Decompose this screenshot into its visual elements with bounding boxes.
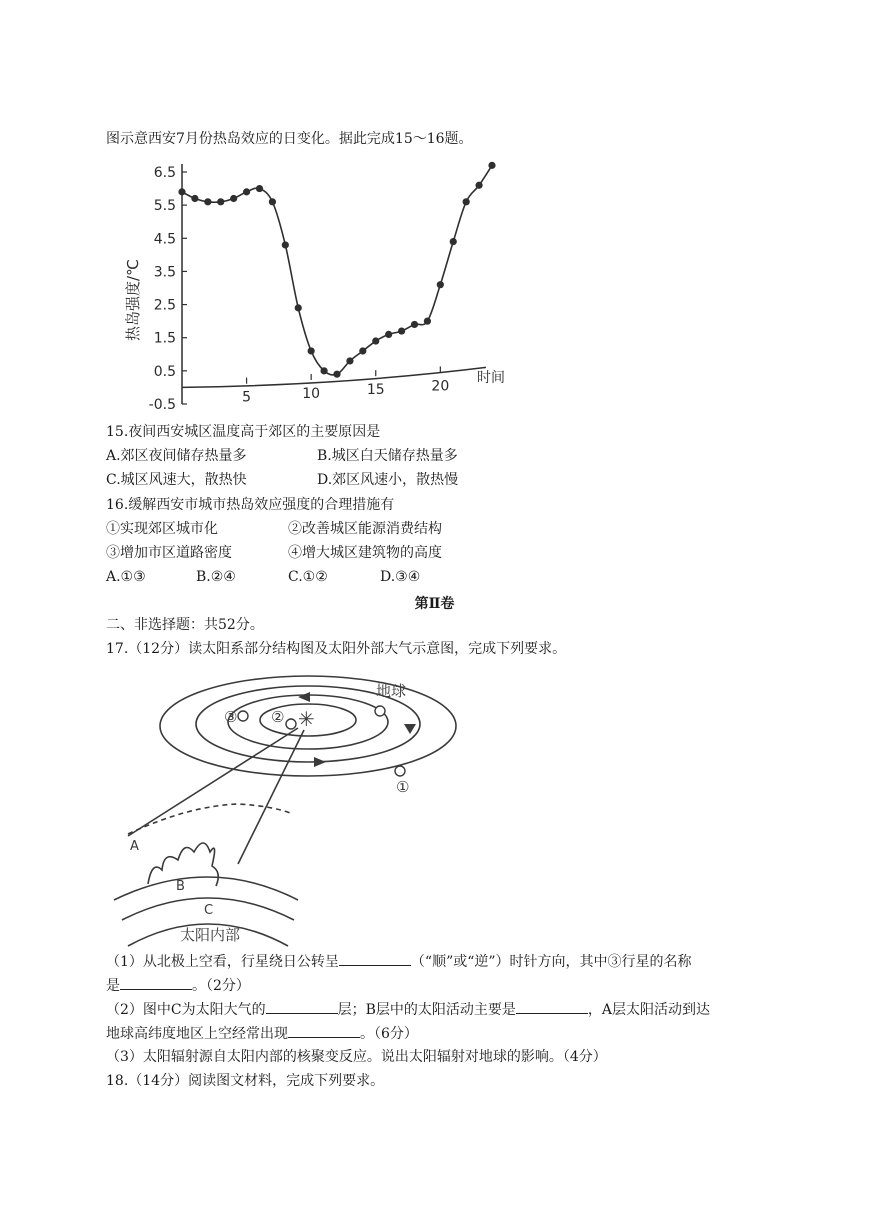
solar-system-figure — [108, 664, 468, 950]
data-point — [295, 304, 302, 311]
x-tick-label: 10 — [302, 385, 321, 402]
label-a: A — [130, 839, 139, 854]
label-sun-interior: 太阳内部 — [180, 926, 241, 944]
label-2: ② — [271, 708, 285, 726]
label-c: C — [204, 903, 214, 918]
y-tick-label: 4.5 — [153, 231, 176, 248]
q17-part1-line2: 是 。（2分） — [106, 978, 250, 994]
q15-option-d: D.郊区风速小，散热慢 — [317, 472, 459, 488]
y-axis-label: 热岛强度/℃ — [124, 259, 142, 341]
atmosphere-dashed-edge — [128, 804, 293, 834]
data-point — [463, 198, 470, 205]
earth-planet — [375, 706, 385, 716]
data-point — [178, 188, 185, 195]
data-point — [333, 371, 340, 378]
y-tick-label: 2.5 — [153, 297, 176, 314]
q15-option-c: C.城区风速大，散热快 — [106, 472, 247, 488]
x-axis-label: 时间 — [477, 370, 505, 386]
label-earth: 地球 — [376, 682, 407, 700]
corona-layer — [114, 877, 298, 900]
q18-stem: 18.（14分）阅读图文材料，完成下列要求。 — [106, 1073, 385, 1089]
data-point — [437, 281, 444, 288]
y-tick-label: 6.5 — [153, 165, 176, 181]
data-point — [488, 162, 495, 169]
q15-stem: 15.夜间西安城区温度高于郊区的主要原因是 — [106, 424, 381, 440]
answer-blank-direction[interactable] — [339, 952, 411, 966]
y-tick-label: 0.5 — [153, 363, 176, 380]
orbit-arrow-bottom — [314, 757, 326, 767]
q17-part2-line1: （2）图中C为太阳大气的 层；B层中的太阳活动主要是 ，A层太阳活动到达 — [106, 1002, 711, 1018]
label-b: B — [176, 879, 185, 894]
data-point — [217, 198, 224, 205]
y-tick-label: 1.5 — [153, 330, 176, 347]
y-tick-label: 3.5 — [153, 264, 176, 281]
x-tick-label: 20 — [431, 378, 450, 395]
y-tick-label: 5.5 — [153, 198, 176, 215]
data-point — [191, 195, 198, 202]
q17-part3: （3）太阳辐射源自太阳内部的核聚变反应。说出太阳辐射对地球的影响。（4分） — [106, 1049, 607, 1065]
q16-statement-2: ②改善城区能源消费结构 — [288, 521, 442, 537]
q16-option-c: C.①② — [288, 569, 328, 585]
data-point — [230, 195, 237, 202]
sun-symbol: ✳ — [298, 707, 315, 731]
data-point — [282, 241, 289, 248]
answer-blank-layer[interactable] — [266, 1000, 338, 1014]
section-heading: 二、非选择题：共52分。 — [106, 617, 264, 633]
q17-stem: 17.（12分）读太阳系部分结构图及太阳外部大气示意图，完成下列要求。 — [106, 641, 567, 657]
label-3: ③ — [224, 708, 238, 726]
orbit-arrow-right — [404, 724, 416, 734]
q16-option-a: A.①③ — [106, 569, 146, 585]
data-point — [204, 198, 211, 205]
data-point — [385, 331, 392, 338]
x-tick-label: 5 — [242, 389, 252, 406]
q16-statement-3: ③增加市区道路密度 — [106, 545, 232, 561]
arrow-line-2 — [238, 730, 304, 864]
answer-blank-phenomenon[interactable] — [288, 1024, 360, 1038]
planet-3 — [238, 711, 248, 721]
planet-1 — [395, 766, 405, 776]
answer-blank-planet[interactable] — [120, 976, 192, 990]
data-point — [308, 347, 315, 354]
planet-2 — [286, 719, 296, 729]
intro-text: 图示意西安7月份热岛效应的日变化。据此完成15～16题。 — [106, 131, 473, 147]
data-point — [243, 188, 250, 195]
data-point — [320, 367, 327, 374]
data-point — [269, 198, 276, 205]
y-tick-label: -0.5 — [148, 397, 176, 413]
data-point — [398, 327, 405, 334]
q17-part2-line2: 地球高纬度地区上空经常出现 。（6分） — [106, 1026, 418, 1042]
orbit-arrow-top — [298, 692, 310, 702]
series-line — [182, 165, 492, 375]
q15-option-a: A.郊区夜间储存热量多 — [106, 448, 247, 464]
data-point — [256, 185, 263, 192]
data-point — [411, 321, 418, 328]
q16-statement-1: ①实现郊区城市化 — [106, 521, 218, 537]
x-tick-label: 15 — [366, 382, 385, 399]
data-point — [359, 347, 366, 354]
data-point — [475, 182, 482, 189]
data-point — [372, 337, 379, 344]
q16-statement-4: ④增大城区建筑物的高度 — [288, 545, 442, 561]
data-point — [424, 318, 431, 325]
data-point — [346, 357, 353, 364]
data-point — [450, 238, 457, 245]
answer-blank-activity[interactable] — [516, 1000, 588, 1014]
q16-option-d: D.③④ — [380, 569, 421, 585]
q15-option-b: B.城区白天储存热量多 — [317, 448, 458, 464]
heat-island-chart — [110, 150, 530, 420]
q17-part1-line1: （1）从北极上空看，行星绕日公转呈 （“顺”或“逆”）时针方向，其中③行星的名称 — [106, 954, 692, 970]
q16-stem: 16.缓解西安市城市热岛效应强度的合理措施有 — [106, 497, 395, 513]
part2-title: 第Ⅱ卷 — [414, 596, 455, 612]
q16-option-b: B.②④ — [196, 569, 236, 585]
label-1: ① — [396, 778, 410, 796]
